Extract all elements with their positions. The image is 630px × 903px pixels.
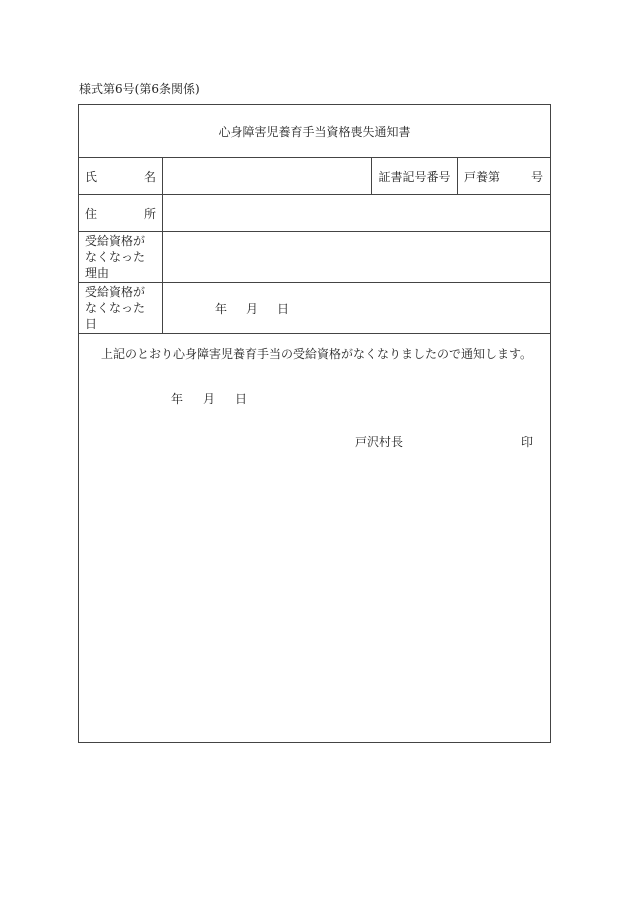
date-month: 月 (246, 301, 259, 316)
reason-label: 受給資格がなくなった理由 (79, 232, 163, 282)
date-year: 年 (215, 301, 228, 316)
date-field[interactable] (163, 283, 550, 333)
certificate-suffix: 号 (530, 169, 543, 184)
name-label-part1: 氏 (85, 169, 98, 184)
form-number: 様式第6号(第6条関係) (79, 82, 200, 96)
name-row (79, 158, 550, 195)
notice-year: 年 (171, 392, 184, 406)
seal-mark: 印 (521, 435, 534, 449)
date-row (79, 283, 550, 334)
name-field[interactable] (163, 158, 372, 194)
address-label-part2: 所 (143, 206, 156, 221)
address-row (79, 195, 550, 232)
certificate-number-label: 証書記号番号 (372, 158, 458, 194)
address-label (79, 195, 163, 231)
reason-row (79, 232, 550, 283)
certificate-prefix: 戸養第 (464, 169, 501, 184)
notification-form (78, 104, 551, 743)
name-label-part2: 名 (143, 169, 156, 184)
notice-day: 日 (235, 392, 248, 406)
name-label (79, 158, 163, 194)
certificate-number-field[interactable] (458, 158, 550, 194)
form-title: 心身障害児養育手当資格喪失通知書 (79, 105, 550, 158)
address-label-part1: 住 (85, 206, 98, 221)
date-day: 日 (277, 301, 290, 316)
reason-field[interactable] (163, 232, 550, 282)
notice-month: 月 (203, 392, 216, 406)
address-field[interactable] (163, 195, 550, 231)
signer-title: 戸沢村長 (355, 435, 404, 449)
notice-date (171, 390, 267, 407)
notice-text: 上記のとおり心身障害児養育手当の受給資格がなくなりましたので通知します。 (101, 347, 533, 361)
date-label: 受給資格がなくなった日 (79, 283, 163, 333)
